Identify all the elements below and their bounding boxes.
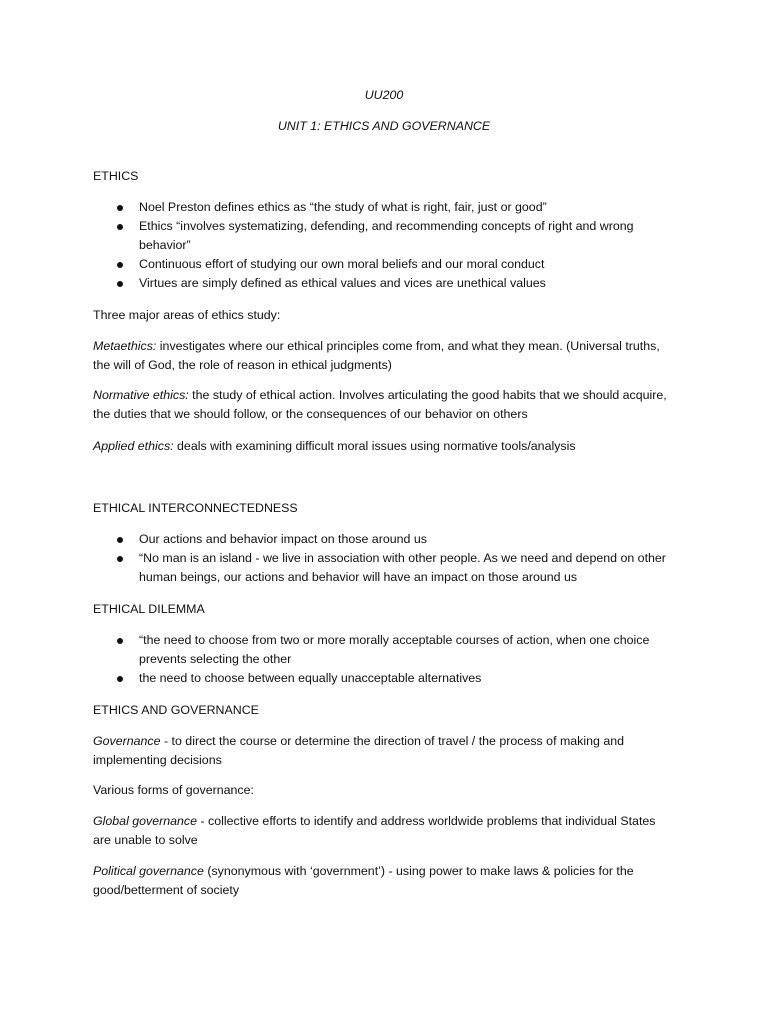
bullet-icon <box>117 676 123 682</box>
governance-definition-text: - to direct the course or determine the direction of travel / the process of making and implementing decisions <box>93 734 625 767</box>
list-item <box>93 530 673 549</box>
metaethics-text: investigates where our ethical principles come from, and what they mean. (Universal truths, the will of God, the role of reason in ethical judgments) <box>93 339 660 372</box>
list-item <box>93 217 673 255</box>
list-item <box>93 255 673 274</box>
bullet-icon <box>117 638 123 644</box>
bullet-icon <box>117 262 123 268</box>
political-governance-text: (synonymous with ‘government’) - using power to make laws & policies for the good/betterment of society <box>93 864 634 897</box>
bullet-text: “No man is an island - we live in association with other people. As we need and depend on other human beings, our actions and behavior will have an impact on those around us <box>139 551 666 584</box>
course-code: UU200 <box>364 88 404 102</box>
metaethics-term: Metaethics: <box>93 339 157 353</box>
bullet-text: Virtues are simply defined as ethical values and vices are unethical values <box>139 276 546 290</box>
forms-heading: Various forms of governance: <box>93 783 254 797</box>
interconnectedness-bullet-list <box>93 530 673 587</box>
ethics-bullet-list <box>93 198 673 293</box>
list-item <box>93 631 673 669</box>
global-governance-text: - collective efforts to identify and address worldwide problems that individual States are unable to solve <box>93 814 656 847</box>
bullet-icon <box>117 537 123 543</box>
bullet-text: “the need to choose from two or more morally acceptable courses of action, when one choice prevents selecting the other <box>139 633 650 666</box>
metaethics-paragraph <box>93 337 673 375</box>
list-item <box>93 669 673 688</box>
list-item <box>93 198 673 217</box>
applied-ethics-text: deals with examining difficult moral issues using normative tools/analysis <box>173 439 576 453</box>
governance-heading: ETHICS AND GOVERNANCE <box>93 703 259 717</box>
normative-ethics-text: the study of ethical action. Involves articulating the good habits that we should acquire, the duties that we should follow, or the consequences of our behavior on others <box>93 388 667 421</box>
bullet-icon <box>117 205 123 211</box>
global-governance-paragraph <box>93 812 673 850</box>
bullet-text: Ethics “involves systematizing, defending, and recommending concepts of right and wrong behavior” <box>139 219 634 252</box>
ethics-heading: ETHICS <box>93 169 139 183</box>
bullet-text: Continuous effort of studying our own moral beliefs and our moral conduct <box>139 257 545 271</box>
normative-ethics-term: Normative ethics: <box>93 388 189 402</box>
governance-definition <box>93 732 673 770</box>
bullet-text: the need to choose between equally unacceptable alternatives <box>139 671 482 685</box>
normative-ethics-paragraph <box>93 386 673 424</box>
list-item <box>93 274 673 293</box>
unit-title: UNIT 1: ETHICS AND GOVERNANCE <box>277 119 491 133</box>
governance-term: Governance <box>93 734 161 748</box>
bullet-icon <box>117 224 123 230</box>
areas-heading: Three major areas of ethics study: <box>93 308 281 322</box>
bullet-icon <box>117 556 123 562</box>
global-governance-term: Global governance <box>93 814 198 828</box>
dilemma-bullet-list <box>93 631 673 688</box>
applied-ethics-paragraph <box>93 437 673 456</box>
bullet-text: Noel Preston defines ethics as “the study of what is right, fair, just or good” <box>139 200 547 214</box>
interconnectedness-heading: ETHICAL INTERCONNECTEDNESS <box>93 501 298 515</box>
political-governance-paragraph <box>93 862 673 900</box>
political-governance-term: Political governance <box>93 864 204 878</box>
bullet-text: Our actions and behavior impact on those around us <box>139 532 427 546</box>
applied-ethics-term: Applied ethics: <box>93 439 174 453</box>
list-item <box>93 549 673 587</box>
dilemma-heading: ETHICAL DILEMMA <box>93 602 205 616</box>
bullet-icon <box>117 281 123 287</box>
